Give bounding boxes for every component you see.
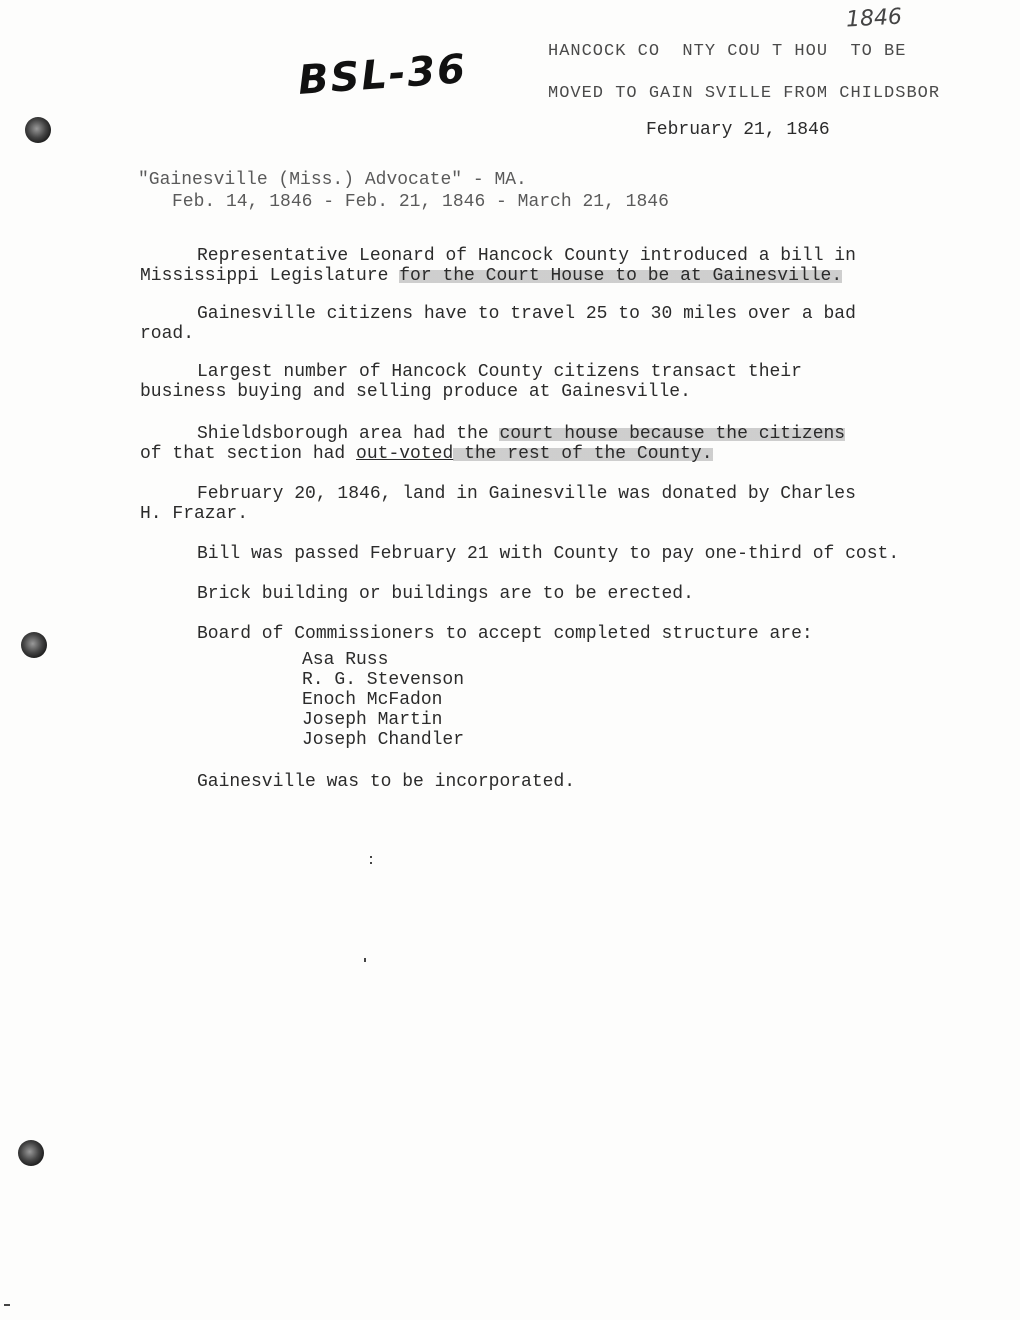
source-line-2: Feb. 14, 1846 - Feb. 21, 1846 - March 21, 1846 xyxy=(172,192,669,212)
binder-hole-middle xyxy=(21,632,47,658)
paragraph-1-line-2 xyxy=(140,266,842,286)
paragraph-4-line-1-text: Shieldsborough area had the xyxy=(197,424,500,444)
paragraph-2-line-2: road. xyxy=(140,324,195,344)
commissioner-4: Joseph Martin xyxy=(302,710,443,730)
paragraph-4-highlighted-text: court house because the citizens xyxy=(499,424,846,444)
handwritten-corner-number: 1846 xyxy=(845,4,903,33)
paragraph-1-line-2-text: Mississippi Legislature xyxy=(140,266,400,286)
paragraph-5-line-1: February 20, 1846, land in Gainesville was donated by Charles xyxy=(197,484,856,504)
binder-hole-bottom xyxy=(18,1140,44,1166)
heading-line-2: MOVED TO GAIN SVILLE FROM CHILDSBOR xyxy=(548,84,941,103)
paragraph-9: Gainesville was to be incorporated. xyxy=(197,772,576,792)
commissioner-3: Enoch McFadon xyxy=(302,690,443,710)
paragraph-3-line-2: business buying and selling produce at Gainesville. xyxy=(140,382,691,402)
commissioner-5: Joseph Chandler xyxy=(302,730,465,750)
paragraph-4-underlined-text: out-voted xyxy=(356,444,454,464)
paragraph-7: Brick building or buildings are to be erected. xyxy=(197,584,694,604)
paragraph-1-highlighted-text: for the Court House to be at Gainesville. xyxy=(399,266,843,286)
paragraph-4-line-1 xyxy=(197,424,845,444)
paragraph-1-line-1: Representative Leonard of Hancock County introduced a bill in xyxy=(197,246,856,266)
binder-hole-top xyxy=(25,117,51,143)
commissioner-2: R. G. Stevenson xyxy=(302,670,465,690)
paragraph-2-line-1: Gainesville citizens have to travel 25 to 30 miles over a bad xyxy=(197,304,856,324)
handwritten-reference-code: BSL-36 xyxy=(296,46,469,104)
paragraph-3-line-1: Largest number of Hancock County citizens transact their xyxy=(197,362,802,382)
heading-line-1: HANCOCK CO NTY COU T HOU TO BE xyxy=(548,42,907,61)
paragraph-6: Bill was passed February 21 with County to pay one-third of cost. xyxy=(197,544,900,564)
paragraph-4-line-2-tail: the rest of the County. xyxy=(453,444,713,464)
heading-date: February 21, 1846 xyxy=(646,120,830,140)
stray-mark-4 xyxy=(4,1304,10,1306)
paragraph-4-line-2 xyxy=(140,444,713,464)
stray-mark-1 xyxy=(370,856,372,858)
paragraph-4-line-2-text: of that section had xyxy=(140,444,357,464)
source-line-1: "Gainesville (Miss.) Advocate" - MA. xyxy=(138,170,527,190)
paragraph-8: Board of Commissioners to accept completed structure are: xyxy=(197,624,813,644)
commissioner-1: Asa Russ xyxy=(302,650,389,670)
stray-mark-2 xyxy=(370,862,372,864)
paragraph-5-line-2: H. Frazar. xyxy=(140,504,249,524)
stray-mark-3 xyxy=(364,958,366,962)
